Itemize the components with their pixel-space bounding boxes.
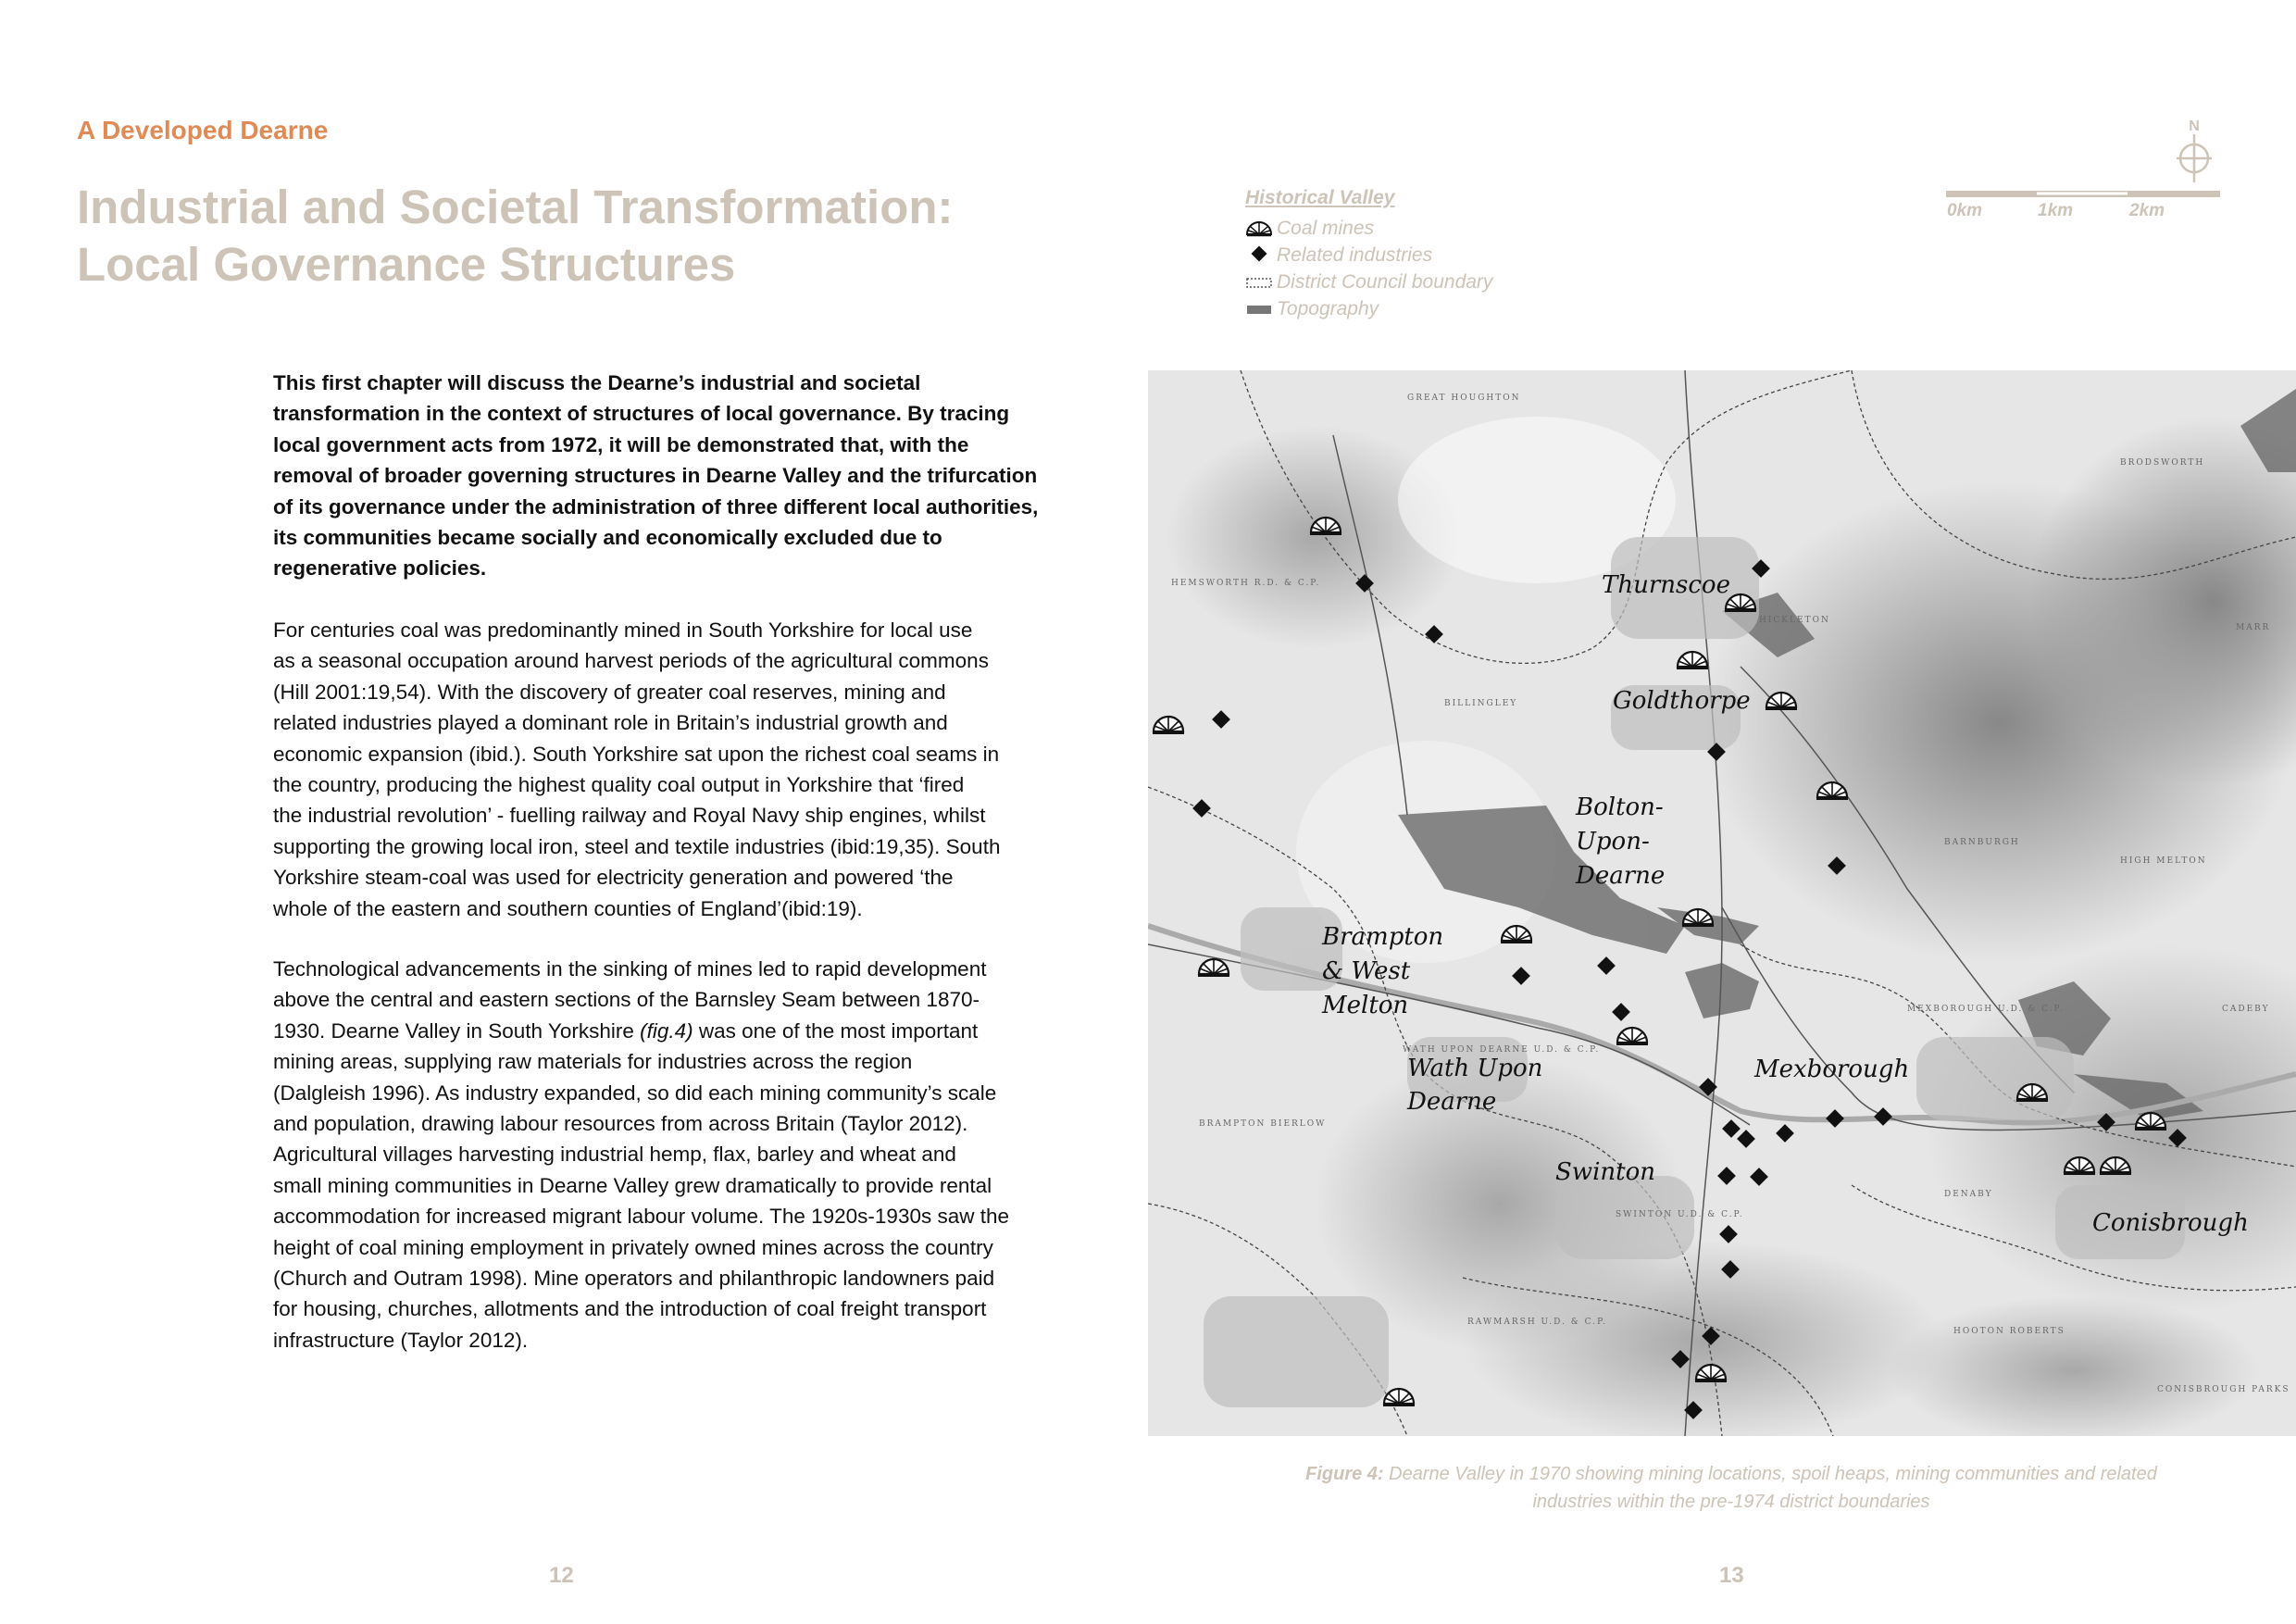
text-line: the country, producing the highest quality coal output in Yorkshire that ‘fired bbox=[273, 773, 965, 797]
text-line: supporting the growing local iron, steel and textile industries (ibid:19,35). South bbox=[273, 834, 1001, 858]
place-label: MEXBOROUGH U.D. & C.P. bbox=[1907, 1005, 2065, 1014]
scale-label-1: 1km bbox=[2038, 201, 2074, 220]
text-line: small mining communities in Dearne Valley grew dramatically to provide rental bbox=[273, 1173, 992, 1197]
page-title-line-2: Local Governance Structures bbox=[77, 238, 736, 291]
legend-title: Historical Valley bbox=[1245, 187, 1395, 208]
place-label: GREAT HOUGHTON bbox=[1407, 394, 1521, 403]
town-label-swinton: Swinton bbox=[1555, 1158, 1655, 1186]
text-line: (Dalgleish 1996). As industry expanded, so did each mining community’s scale bbox=[273, 1081, 997, 1105]
place-label: HIGH MELTON bbox=[2120, 856, 2207, 866]
place-label: BRAMPTON BIERLOW bbox=[1199, 1119, 1327, 1129]
text-segment: was one of the most important bbox=[693, 1018, 979, 1043]
dearne-valley-map bbox=[1148, 370, 2296, 1436]
text-line: height of coal mining employment in privately owned mines across the country bbox=[273, 1235, 993, 1259]
town-label-bolton-1: Bolton- bbox=[1576, 793, 1664, 821]
page-number-left: 12 bbox=[549, 1563, 574, 1588]
north-label: N bbox=[2189, 119, 2200, 134]
text-segment: 1930. Dearne Valley in South Yorkshire bbox=[273, 1018, 641, 1043]
legend-label: Coal mines bbox=[1277, 218, 1375, 239]
place-label: CONISBROUGH PARKS bbox=[2157, 1385, 2290, 1394]
legend-label: Topography bbox=[1277, 298, 1379, 319]
place-label: BRODSWORTH bbox=[2120, 458, 2205, 468]
town-label-bolton-3: Dearne bbox=[1576, 862, 1666, 890]
section-label: A Developed Dearne bbox=[77, 116, 329, 144]
place-label: SWINTON U.D. & C.P. bbox=[1616, 1210, 1744, 1219]
text-line: accommodation for increased migrant labour volume. The 1920s-1930s saw the bbox=[273, 1205, 1010, 1229]
caption-label: Figure 4: bbox=[1305, 1464, 1384, 1484]
place-label: MARR bbox=[2236, 623, 2271, 632]
place-label: HEMSWORTH R.D. & C.P. bbox=[1171, 579, 1321, 588]
boundary-icon bbox=[1245, 272, 1273, 293]
text-line: the industrial revolution’ - fuelling railway and Royal Navy ship engines, whilst bbox=[273, 804, 986, 828]
place-label: BARNBURGH bbox=[1944, 838, 2020, 847]
map-legend bbox=[1245, 187, 1492, 322]
text-line: of its governance under the administration of three different local authorities, bbox=[273, 494, 1039, 518]
caption-text-2: industries within the pre-1974 district boundaries bbox=[1532, 1492, 1930, 1512]
text-line: For centuries coal was predominantly mined in South Yorkshire for local use bbox=[273, 618, 973, 642]
text-line: Technological advancements in the sinking of mines led to rapid development bbox=[273, 957, 987, 981]
topography-icon bbox=[1245, 299, 1273, 319]
town-label-wath-2: Dearne bbox=[1407, 1088, 1497, 1116]
legend-label: District Council boundary bbox=[1277, 271, 1493, 293]
scale-label-2: 2km bbox=[2129, 201, 2165, 220]
legend-item-district-boundary bbox=[1245, 269, 1492, 295]
north-arrow-icon bbox=[2171, 116, 2217, 192]
text-line: removal of broader governing structures in Dearne Valley and the trifurcation bbox=[273, 464, 1038, 488]
place-label: HICKLETON bbox=[1759, 616, 1830, 625]
text-line: for housing, churches, allotments and the introduction of coal freight transport bbox=[273, 1297, 987, 1321]
figure-caption bbox=[1259, 1460, 2203, 1516]
text-line: above the central and eastern sections of the Barnsley Seam between 1870- bbox=[273, 988, 980, 1012]
place-label: WATH UPON DEARNE U.D. & C.P. bbox=[1403, 1045, 1601, 1055]
text-line: regenerative policies. bbox=[273, 556, 487, 581]
legend-label: Related industries bbox=[1277, 244, 1433, 266]
place-label: BILLINGLEY bbox=[1444, 699, 1518, 708]
text-line: Yorkshire steam-coal was used for electricity generation and powered ‘the bbox=[273, 866, 954, 890]
scale-label-0: 0km bbox=[1947, 201, 1983, 220]
text-line: (Hill 2001:19,54). With the discovery of greater coal reserves, mining and bbox=[273, 680, 946, 704]
text-line bbox=[273, 1016, 1060, 1046]
intro-paragraph bbox=[273, 368, 1060, 584]
text-line: as a seasonal occupation around harvest periods of the agricultural commons bbox=[273, 649, 989, 673]
caption-text-1: Dearne Valley in 1970 showing mining locations, spoil heaps, mining communities and related bbox=[1383, 1464, 2157, 1484]
coal-mine-icon bbox=[1245, 219, 1273, 239]
text-line: (Church and Outram 1998). Mine operators and philanthropic landowners paid bbox=[273, 1267, 995, 1291]
town-label-wath-1: Wath Upon bbox=[1407, 1055, 1543, 1082]
place-label: DENABY bbox=[1944, 1190, 1993, 1199]
town-label-mexborough: Mexborough bbox=[1754, 1056, 1910, 1083]
text-line: related industries played a dominant role in Britain’s industrial growth and bbox=[273, 711, 948, 735]
town-label-brampton-3: Melton bbox=[1322, 992, 1409, 1019]
town-label-goldthorpe: Goldthorpe bbox=[1613, 687, 1751, 715]
town-label-brampton-1: Brampton bbox=[1322, 923, 1444, 951]
legend-item-coal-mines bbox=[1245, 215, 1492, 242]
body-paragraph-2 bbox=[273, 615, 1060, 924]
text-line: transformation in the context of structures of local governance. By tracing bbox=[273, 402, 1010, 426]
town-label-brampton-2: & West bbox=[1322, 957, 1411, 985]
place-label: RAWMARSH U.D. & C.P. bbox=[1467, 1318, 1608, 1327]
body-paragraph-3 bbox=[273, 954, 1060, 1355]
text-line: whole of the eastern and southern counties of England’(ibid:19). bbox=[273, 896, 863, 920]
place-label: CADEBY bbox=[2222, 1005, 2270, 1014]
page-number-right: 13 bbox=[1719, 1563, 1744, 1588]
text-line: infrastructure (Taylor 2012). bbox=[273, 1328, 529, 1352]
page-title-line-1: Industrial and Societal Transformation: bbox=[77, 181, 954, 233]
text-line: local government acts from 1972, it will be demonstrated that, with the bbox=[273, 432, 969, 456]
text-line: mining areas, supplying raw materials for industries across the region bbox=[273, 1050, 913, 1074]
diamond-icon bbox=[1245, 245, 1273, 266]
text-line: Agricultural villages harvesting industrial hemp, flax, barley and wheat and bbox=[273, 1143, 956, 1167]
town-label-bolton-2: Upon- bbox=[1576, 828, 1650, 856]
text-line: This first chapter will discuss the Dearne’s industrial and societal bbox=[273, 371, 921, 394]
place-label: HOOTON ROBERTS bbox=[1953, 1327, 2065, 1336]
text-line: its communities became socially and economically excluded due to bbox=[273, 526, 942, 550]
legend-item-related-industries bbox=[1245, 242, 1492, 269]
legend-item-topography bbox=[1245, 295, 1492, 322]
text-line: and population, drawing labour resources from across Britain (Taylor 2012). bbox=[273, 1112, 968, 1136]
town-label-conisbrough: Conisbrough bbox=[2092, 1209, 2249, 1237]
text-line: economic expansion (ibid.). South Yorkshire sat upon the richest coal seams in bbox=[273, 742, 1000, 766]
figure-reference: (fig.4) bbox=[640, 1018, 693, 1043]
town-label-thurnscoe: Thurnscoe bbox=[1602, 571, 1730, 599]
